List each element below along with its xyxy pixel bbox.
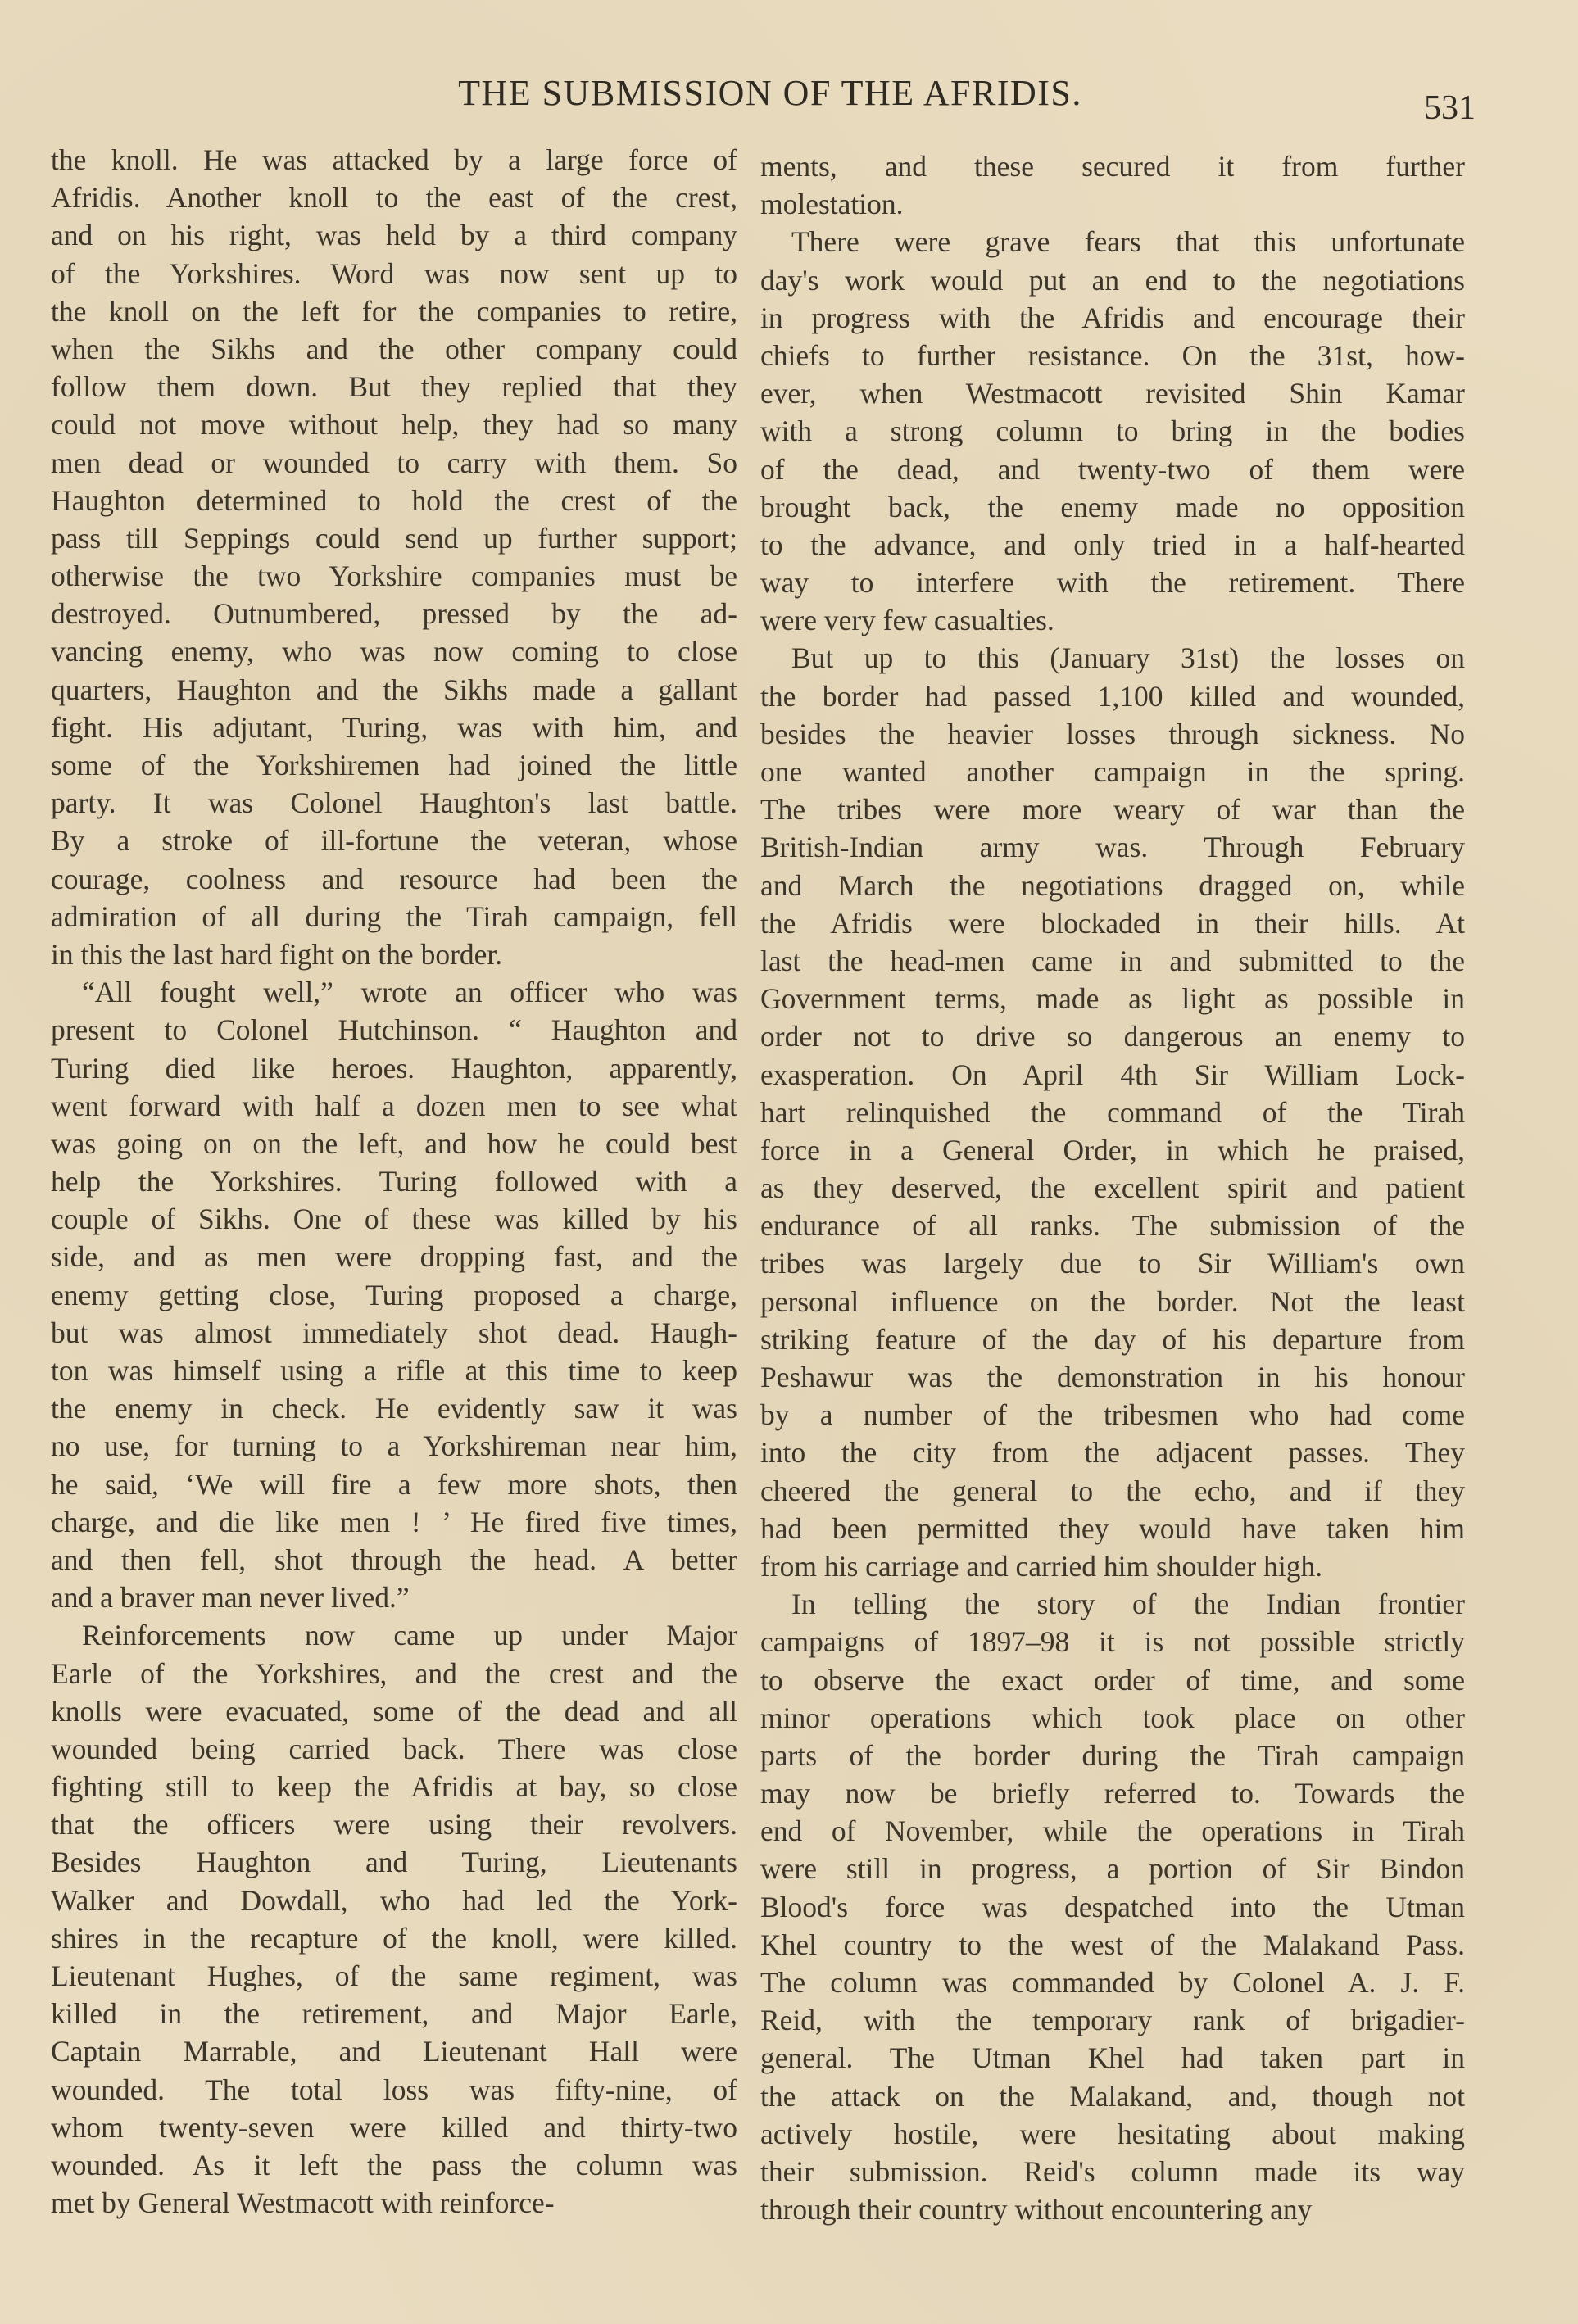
text-line: present to Colonel Hutchinson. “ Haughton and: [51, 1013, 737, 1047]
text-line: “All fought well,” wrote an officer who was: [82, 976, 737, 1009]
text-line: and on his right, was held by a third company: [51, 219, 737, 252]
text-line: By a stroke of ill-fortune the veteran, whose: [51, 824, 737, 858]
text-line: some of the Yorkshiremen had joined the little: [51, 749, 737, 781]
text-line: the border had passed 1,100 killed and wounded,: [760, 679, 1465, 713]
text-line: The column was commanded by Colonel A. J. F.: [760, 1966, 1465, 1999]
text-line: one wanted another campaign in the spring.: [760, 755, 1465, 788]
text-line: actively hostile, were hesitating about making: [760, 2117, 1465, 2150]
text-line: admiration of all during the Tirah campaign, fell: [51, 899, 737, 933]
text-line: killed in the retirement, and Major Earle,: [51, 1997, 737, 2031]
text-line: fight. His adjutant, Turing, was with him, and: [51, 710, 737, 744]
text-line: exasperation. On April 4th Sir William Lock-: [760, 1058, 1465, 1091]
text-line: parts of the border during the Tirah campaign: [760, 1738, 1465, 1772]
text-line: the knoll on the left for the companies to retire,: [51, 294, 737, 328]
text-line: side, and as men were dropping fast, and the: [51, 1240, 737, 1274]
text-line: minor operations which took place on other: [760, 1701, 1465, 1734]
text-line: in progress with the Afridis and encourage their: [760, 301, 1465, 334]
text-line: otherwise the two Yorkshire companies must be: [51, 559, 737, 593]
text-line: ments, and these secured it from further: [760, 150, 1465, 183]
text-line: courage, coolness and resource had been the: [51, 862, 737, 895]
text-line: and then fell, shot through the head. A better: [51, 1543, 737, 1576]
text-line: campaigns of 1897–98 it is not possible strictly: [760, 1625, 1465, 1659]
right-column: [760, 147, 1465, 2228]
text-line: order not to drive so dangerous an enemy to: [760, 1020, 1465, 1053]
text-line: could not move without help, they had so many: [51, 408, 737, 442]
text-line: with a strong column to bring in the bodies: [760, 415, 1465, 448]
text-line: the knoll. He was attacked by a large force of: [51, 143, 737, 176]
text-line: ever, when Westmacott revisited Shin Kamar: [760, 377, 1465, 410]
text-line: was going on on the left, and how he could best: [51, 1126, 737, 1160]
text-line: vancing enemy, who was now coming to close: [51, 635, 737, 668]
text-line: no use, for turning to a Yorkshireman near him,: [51, 1429, 737, 1463]
text-line: quarters, Haughton and the Sikhs made a gallant: [51, 673, 737, 706]
text-line: striking feature of the day of his departure from: [760, 1322, 1465, 1356]
text-line: to the advance, and only tried in a half-hearted: [760, 528, 1465, 561]
text-line: destroyed. Outnumbered, pressed by the ad-: [51, 597, 737, 631]
text-line: were still in progress, a portion of Sir Bindon: [760, 1852, 1465, 1886]
text-line: Besides Haughton and Turing, Lieutenants: [51, 1846, 737, 1879]
text-line: Turing died like heroes. Haughton, apparently,: [51, 1051, 737, 1085]
text-line: There were grave fears that this unfortunate: [791, 225, 1465, 259]
text-line: day's work would put an end to the negotiations: [760, 263, 1465, 297]
text-line: the enemy in check. He evidently saw it was: [51, 1392, 737, 1425]
text-line: endurance of all ranks. The submission of the: [760, 1209, 1465, 1243]
text-line: may now be briefly referred to. Towards the: [760, 1777, 1465, 1810]
text-line: cheered the general to the echo, and if they: [760, 1474, 1465, 1507]
text-line: charge, and die like men ! ’ He fired five times,: [51, 1505, 737, 1538]
text-line: general. The Utman Khel had taken part in: [760, 2041, 1465, 2075]
text-line: Afridis. Another knoll to the east of the crest,: [51, 181, 737, 215]
text-line: personal influence on the border. Not the least: [760, 1284, 1465, 1318]
text-line: Earle of the Yorkshires, and the crest and the: [51, 1656, 737, 1690]
text-line: Walker and Dowdall, who had led the York-: [51, 1883, 737, 1917]
text-line: as they deserved, the excellent spirit and patient: [760, 1171, 1465, 1205]
text-line: the Afridis were blockaded in their hills. At: [760, 906, 1465, 940]
text-line: British-Indian army was. Through February: [760, 831, 1465, 864]
page-number: 531: [1424, 89, 1476, 127]
text-line: way to interfere with the retirement. There: [760, 566, 1465, 600]
text-line: their submission. Reid's column made its way: [760, 2154, 1465, 2188]
text-line: from his carriage and carried him shoulder high.: [760, 1549, 1323, 1583]
text-line: chiefs to further resistance. On the 31st, how-: [760, 338, 1465, 372]
text-line: molestation.: [760, 188, 904, 221]
text-line: Haughton determined to hold the crest of the: [51, 483, 737, 517]
left-column: [51, 141, 737, 2222]
text-line: wounded. As it left the pass the column was: [51, 2148, 737, 2181]
text-line: he said, ‘We will fire a few more shots, then: [51, 1467, 737, 1501]
text-line: wounded. The total loss was fifty-nine, of: [51, 2073, 737, 2106]
text-line: men dead or wounded to carry with them. So: [51, 446, 737, 479]
text-line: Blood's force was despatched into the Utman: [760, 1890, 1465, 1923]
text-line: knolls were evacuated, some of the dead and all: [51, 1694, 737, 1728]
text-line: when the Sikhs and the other company could: [51, 332, 737, 365]
text-line: hart relinquished the command of the Tirah: [760, 1095, 1465, 1129]
text-line: but was almost immediately shot dead. Haugh-: [51, 1316, 737, 1349]
text-line: tribes was largely due to Sir William's own: [760, 1247, 1465, 1280]
text-line: shires in the recapture of the knoll, were killed.: [51, 1921, 737, 1955]
text-line: couple of Sikhs. One of these was killed by his: [51, 1203, 737, 1236]
text-line: besides the heavier losses through sickness. No: [760, 717, 1465, 750]
text-line: in this the last hard fight on the border.: [51, 937, 503, 971]
text-line: force in a General Order, in which he praised,: [760, 1133, 1465, 1167]
text-line: Government terms, made as light as possible in: [760, 982, 1465, 1016]
text-line: fighting still to keep the Afridis at bay, so close: [51, 1770, 737, 1804]
text-line: had been permitted they would have taken him: [760, 1511, 1465, 1545]
text-line: party. It was Colonel Haughton's last battle.: [51, 786, 737, 820]
text-line: met by General Westmacott with reinforce-: [51, 2186, 555, 2220]
text-line: help the Yorkshires. Turing followed with a: [51, 1165, 737, 1198]
text-line: follow them down. But they replied that they: [51, 370, 737, 404]
running-head-title: THE SUBMISSION OF THE AFRIDIS.: [458, 73, 1082, 113]
text-line: and a braver man never lived.”: [51, 1581, 410, 1615]
text-line: enemy getting close, Turing proposed a charge,: [51, 1278, 737, 1311]
text-line: and March the negotiations dragged on, while: [760, 868, 1465, 902]
text-line: were very few casualties.: [760, 604, 1054, 637]
text-line: whom twenty-seven were killed and thirty-two: [51, 2110, 737, 2144]
text-line: Captain Marrable, and Lieutenant Hall were: [51, 2035, 737, 2068]
text-line: by a number of the tribesmen who had come: [760, 1398, 1465, 1432]
text-line: end of November, while the operations in Tirah: [760, 1814, 1465, 1848]
text-line: went forward with half a dozen men to see what: [51, 1089, 737, 1122]
text-line: the attack on the Malakand, and, though not: [760, 2079, 1465, 2113]
text-line: ton was himself using a rifle at this time to keep: [51, 1354, 737, 1387]
text-line: to observe the exact order of time, and some: [760, 1663, 1465, 1697]
text-line: last the head-men came in and submitted to the: [760, 944, 1465, 977]
text-line: pass till Seppings could send up further support;: [51, 521, 737, 555]
text-line: brought back, the enemy made no opposition: [760, 490, 1465, 523]
text-line: into the city from the adjacent passes. They: [760, 1436, 1465, 1470]
text-line: Khel country to the west of the Malakand Pass.: [760, 1928, 1465, 1961]
text-line: that the officers were using their revolvers.: [51, 1808, 737, 1842]
text-line: Reid, with the temporary rank of brigadier-: [760, 2004, 1465, 2037]
text-line: Reinforcements now came up under Major: [82, 1619, 737, 1652]
text-line: through their country without encountering any: [760, 2193, 1313, 2227]
text-line: of the Yorkshires. Word was now sent up to: [51, 256, 737, 290]
text-line: wounded being carried back. There was close: [51, 1732, 737, 1765]
text-line: Peshawur was the demonstration in his honour: [760, 1361, 1465, 1393]
text-line: Lieutenant Hughes, of the same regiment, was: [51, 1959, 737, 1992]
text-line: But up to this (January 31st) the losses on: [791, 641, 1465, 675]
text-line: The tribes were more weary of war than the: [760, 793, 1465, 827]
text-line: In telling the story of the Indian frontier: [791, 1588, 1465, 1621]
text-line: of the dead, and twenty-two of them were: [760, 452, 1465, 486]
